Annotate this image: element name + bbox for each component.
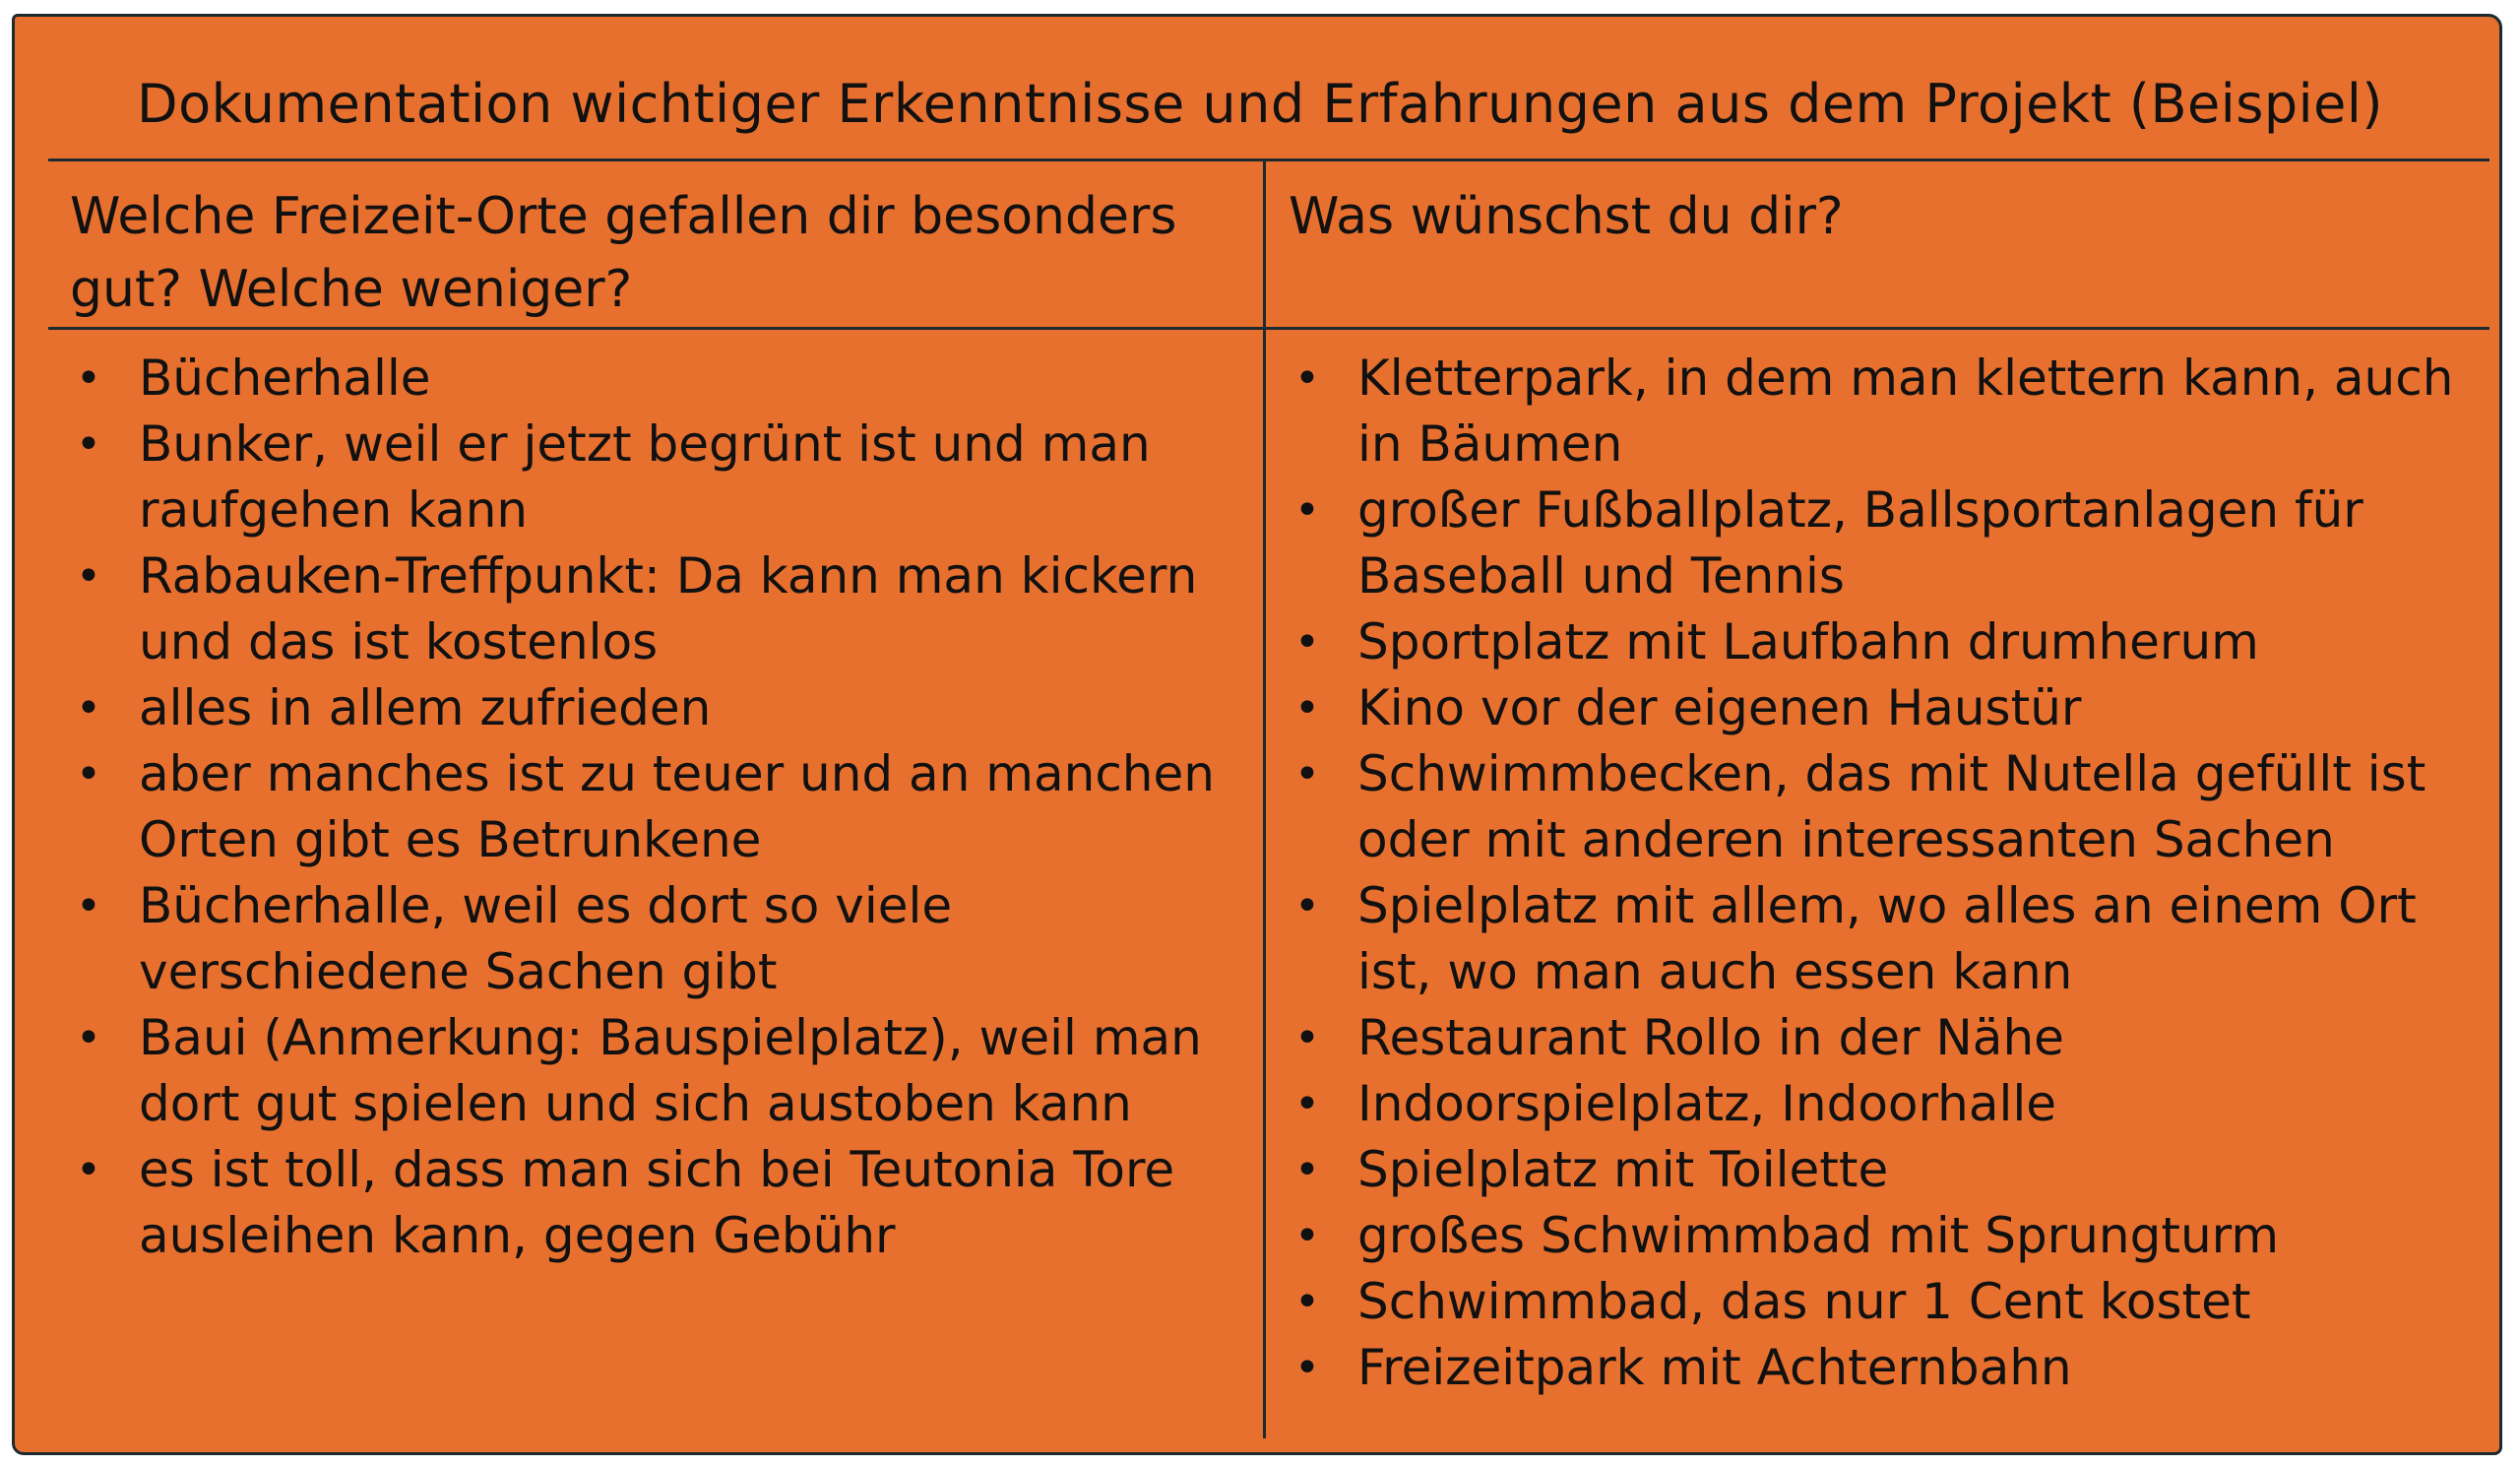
list-item-text: Kletterpark, in dem man klettern kann, auch in Bäumen [1357, 350, 2454, 473]
title-divider [48, 159, 2489, 161]
list-item-text: Freizeitpark mit Achternbahn [1357, 1339, 2072, 1396]
list-item-text: Spielplatz mit allem, wo alles an einem Ort ist, wo man auch essen kann [1357, 877, 2417, 1000]
list-item-text: großes Schwimmbad mit Sprungturm [1357, 1207, 2280, 1264]
list-item-text: Sportplatz mit Laufbahn drumherum [1357, 613, 2259, 670]
list-item-text: Schwimmbecken, das mit Nutella gefüllt ist oder mit anderen interessanten Sachen [1357, 745, 2426, 868]
list-item-text: großer Fußballplatz, Ballsportanlagen für Baseball und Tennis [1357, 481, 2363, 605]
list-item-text: Baui (Anmerkung: Bauspielplatz), weil man dort gut spielen und sich austoben kann [139, 1009, 1202, 1132]
list-item [70, 873, 1251, 1005]
list-item [1289, 1269, 2489, 1335]
wishes-list [1289, 346, 2489, 1401]
list-item-text: Bücherhalle [139, 350, 431, 407]
bullet-icon: • [1294, 1211, 1320, 1261]
bullet-icon: • [1294, 1277, 1320, 1327]
document-title: Dokumentation wichtiger Erkenntnisse und Erfahrungen aus dem Projekt (Beispiel) [137, 73, 2383, 135]
list-item [1289, 1005, 2489, 1071]
bullet-icon: • [1294, 1343, 1320, 1393]
list-item [1289, 1203, 2489, 1269]
list-item [70, 412, 1251, 543]
list-item [70, 1137, 1251, 1269]
column-header-wishes: Was wünschst du dir? [1289, 187, 1844, 246]
bullet-icon: • [76, 551, 101, 602]
list-item [1289, 609, 2489, 675]
list-item [1289, 478, 2489, 609]
list-item [1289, 873, 2489, 1005]
list-item [1289, 1335, 2489, 1401]
column-divider [1263, 159, 1266, 1438]
header-divider [48, 327, 2489, 330]
bullet-icon: • [1294, 617, 1320, 668]
documentation-card [12, 14, 2502, 1455]
list-item [1289, 675, 2489, 741]
bullet-icon: • [1294, 683, 1320, 733]
bullet-icon: • [76, 1145, 101, 1195]
list-item-text: alles in allem zufrieden [139, 679, 712, 736]
list-item [1289, 346, 2489, 478]
bullet-icon: • [1294, 1079, 1320, 1129]
list-item-text: Bunker, weil er jetzt begrünt ist und man raufgehen kann [139, 415, 1151, 539]
list-item-text: aber manches ist zu teuer und an manchen Orten gibt es Betrunkene [139, 745, 1215, 868]
column-header-places: Welche Freizeit-Orte gefallen dir besonders gut? Welche weniger? [70, 187, 1177, 319]
list-item-text: es ist toll, dass man sich bei Teutonia Tore ausleihen kann, gegen Gebühr [139, 1141, 1175, 1264]
list-item-text: Spielplatz mit Toilette [1357, 1141, 1889, 1198]
bullet-icon: • [76, 353, 101, 404]
list-item [70, 675, 1251, 741]
bullet-icon: • [1294, 881, 1320, 931]
list-item-text: Kino vor der eigenen Haustür [1357, 679, 2082, 736]
bullet-icon: • [76, 683, 101, 733]
bullet-icon: • [1294, 1145, 1320, 1195]
list-item-text: Indoorspielplatz, Indoorhalle [1357, 1075, 2057, 1132]
list-item-text: Schwimmbad, das nur 1 Cent kostet [1357, 1273, 2251, 1330]
list-item [1289, 1071, 2489, 1137]
bullet-icon: • [1294, 749, 1320, 799]
bullet-icon: • [76, 881, 101, 931]
bullet-icon: • [76, 1013, 101, 1063]
bullet-icon: • [76, 419, 101, 470]
bullet-icon: • [1294, 1013, 1320, 1063]
list-item [1289, 741, 2489, 873]
list-item [70, 741, 1251, 873]
list-item-text: Bücherhalle, weil es dort so viele verschiedene Sachen gibt [139, 877, 953, 1000]
bullet-icon: • [76, 749, 101, 799]
list-item [70, 1005, 1251, 1137]
places-list [70, 346, 1251, 1269]
list-item-text: Restaurant Rollo in der Nähe [1357, 1009, 2064, 1066]
bullet-icon: • [1294, 353, 1320, 404]
list-item-text: Rabauken-Treffpunkt: Da kann man kickern und das ist kostenlos [139, 547, 1198, 670]
list-item [1289, 1137, 2489, 1203]
bullet-icon: • [1294, 485, 1320, 536]
list-item [70, 543, 1251, 675]
list-item [70, 346, 1251, 412]
